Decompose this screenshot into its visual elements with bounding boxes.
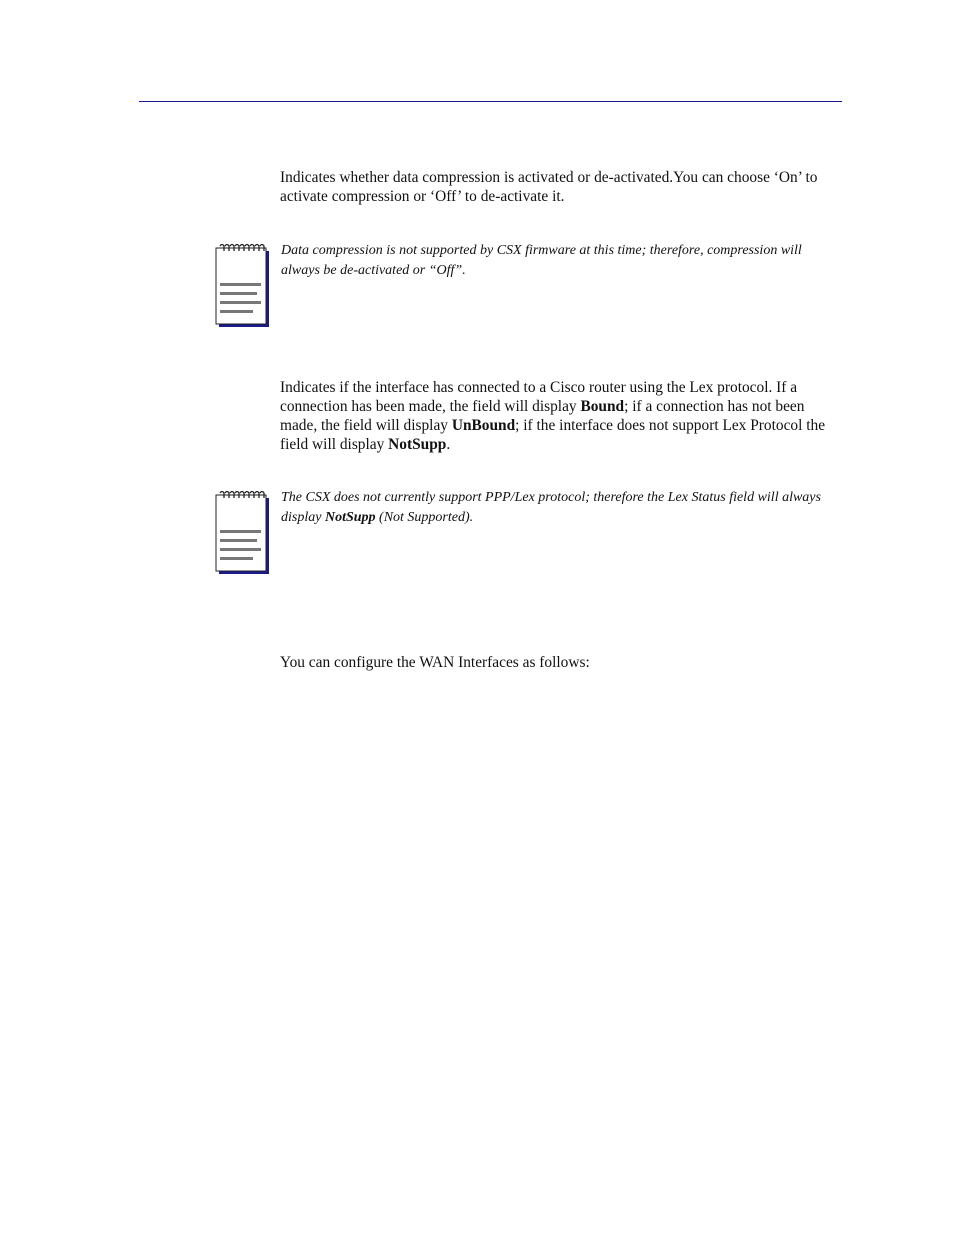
header-rule (139, 101, 842, 102)
notepad-icon (214, 244, 272, 328)
text-run: . (446, 436, 451, 453)
notsupp-value: NotSupp (324, 509, 376, 525)
unbound-value: UnBound (451, 417, 516, 434)
lex-status-description (280, 378, 842, 454)
lex-status-note (281, 488, 843, 527)
notsupp-value: NotSupp (388, 436, 447, 453)
bound-value: Bound (580, 398, 625, 415)
compression-note: Data compression is not supported by CSX firmware at this time; therefore, compression will always be de-activated or “Off”. (281, 243, 802, 278)
compression-description: Indicates whether data compression is activated or de-activated.You can choose ‘On’ to activate compression or ‘Off’ to de-activate it. (280, 169, 818, 205)
notepad-icon (214, 491, 272, 575)
text-run: Indicates if the interface has connected to a Cisco router using the Lex protocol. If a connection has been made, the field will display (280, 379, 798, 415)
text-run: ; if a connection has not been made, the field will display (280, 398, 805, 434)
text-run: ; if the interface does not support Lex Protocol the field will display (280, 417, 826, 453)
text-run: (Not Supported). (375, 509, 474, 525)
text-run: The CSX does not currently support PPP/Lex protocol; therefore the Lex Status field will always display (281, 490, 821, 525)
wan-config-intro: You can configure the WAN Interfaces as follows: (280, 654, 590, 671)
